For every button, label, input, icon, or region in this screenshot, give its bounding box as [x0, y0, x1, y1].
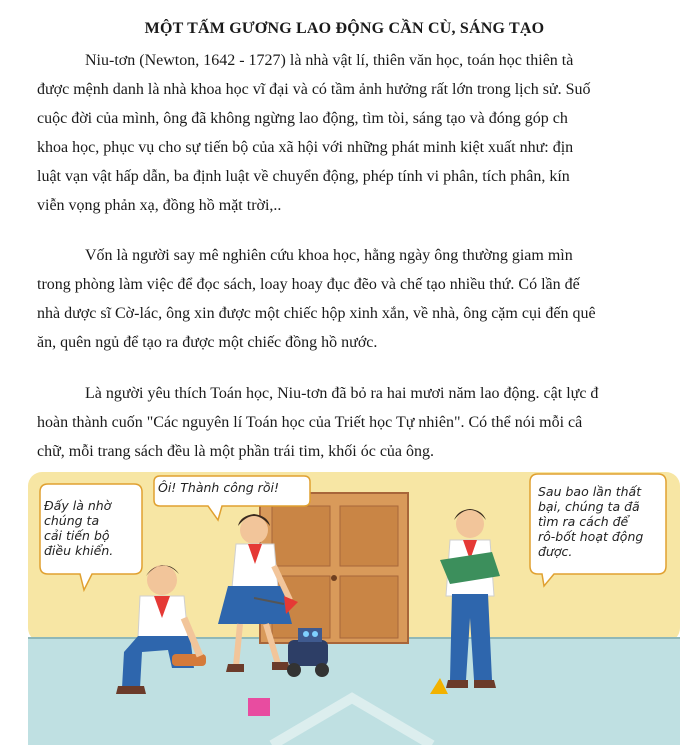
bubble-line: bại, chúng ta đã	[538, 499, 640, 514]
bubble-line: cải tiến bộ	[44, 528, 110, 543]
paragraph-line: luật vạn vật hấp dẫn, ba định luật về chuyển động, phép tính vi phân, tích phân, kín	[37, 168, 570, 185]
pink-block	[248, 698, 270, 716]
bubble-line: tìm ra cách để	[538, 514, 629, 529]
paragraph-line: trong phòng làm việc để đọc sách, loay hoay đục đẽo và chế tạo nhiều thứ. Có lần đế	[37, 276, 580, 293]
bubble-line: Sau bao lần thất	[538, 484, 642, 499]
bubble-line: rô-bốt hoạt động	[538, 529, 644, 544]
paragraph-line: Là người yêu thích Toán học, Niu-tơn đã bỏ ra hai mươi năm lao động. cật lực đ	[85, 385, 599, 402]
paragraph-line: Vốn là người say mê nghiên cứu khoa học, hằng ngày ông thường giam mìn	[85, 247, 573, 264]
speech-bubble-left-text	[44, 498, 136, 558]
paragraph-line: hoàn thành cuốn "Các nguyên lí Toán học của Triết học Tự nhiên". Có thể nói mỗi câ	[37, 414, 583, 431]
bubble-line: Đấy là nhờ	[44, 498, 112, 513]
paragraph-line: ăn, quên ngủ để tạo ra được một chiếc đồng hồ nước.	[37, 334, 378, 351]
bubble-line: điều khiển.	[44, 543, 114, 558]
speech-bubble-right-text	[538, 484, 664, 559]
paragraph-3	[37, 379, 689, 466]
paragraph-line: nhà dược sĩ Cờ-lác, ông xin được một chiếc hộp xinh xắn, về nhà, ông cặm cụi đến quê	[37, 305, 596, 322]
paragraph-1	[37, 46, 689, 220]
page-title: MỘT TẤM GƯƠNG LAO ĐỘNG CẦN CÙ, SÁNG TẠO	[144, 20, 545, 37]
paragraph-line: khoa học, phục vụ cho sự tiến bộ của xã hội với những phát minh kiệt xuất như: địn	[37, 139, 574, 156]
paragraph-line: viễn vọng phản xạ, đồng hồ mặt trời,..	[37, 197, 282, 214]
speech-bubble-center-text	[158, 480, 318, 495]
bubble-line: Ôi! Thành công rồi!	[158, 480, 279, 495]
paragraph-line: được mệnh danh là nhà khoa học vĩ đại và có tầm ảnh hưởng rất lớn trong lịch sử. Suố	[37, 81, 591, 98]
bubble-line: chúng ta	[44, 513, 100, 528]
paragraph-line: Niu-tơn (Newton, 1642 - 1727) là nhà vật lí, thiên văn học, toán học thiên tà	[85, 52, 574, 69]
paragraph-2	[37, 241, 689, 357]
bubble-line: được.	[538, 544, 573, 559]
paragraph-line: cuộc đời của mình, ông đã không ngừng lao động, tìm tòi, sáng tạo và đóng góp ch	[37, 110, 568, 127]
paragraph-line: chữ, mỗi trang sách đều là một phần trái tim, khối óc của ông.	[37, 443, 435, 460]
